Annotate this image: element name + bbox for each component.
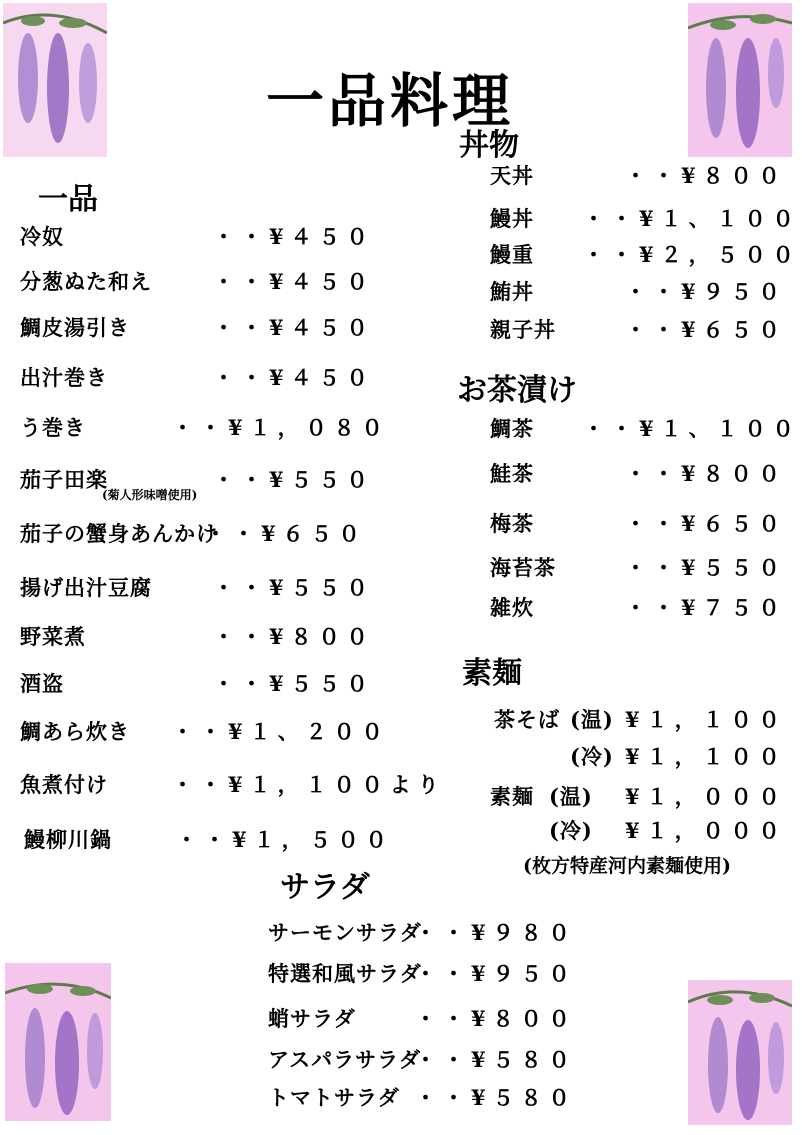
menu-item-temp: (温) xyxy=(549,784,593,809)
wisteria-icon xyxy=(5,963,111,1121)
menu-item-name: 茄子の蟹身あんかけ xyxy=(20,521,218,546)
menu-item-name: 雑炊 xyxy=(490,595,534,620)
menu-item-price: ・・¥４５０ xyxy=(213,365,375,390)
menu-item-price: ・・¥５８０ xyxy=(415,1047,577,1072)
menu-item-price: ・・¥８００ xyxy=(625,163,787,188)
menu-item-name: 鰻柳川鍋 xyxy=(24,827,112,852)
menu-item-price: ¥１，１００ xyxy=(625,707,787,732)
menu-item-price: ・・¥９５０ xyxy=(625,279,787,304)
menu-item-name: 海苔茶 xyxy=(490,555,556,580)
menu-item-price: ・・¥８００ xyxy=(625,461,787,486)
menu-item-price: ・・¥１、１００ xyxy=(583,416,801,441)
menu-item-name: 茶そば xyxy=(494,707,560,732)
wisteria-icon xyxy=(688,3,792,157)
menu-item-price: ・・¥５５０ xyxy=(213,671,375,696)
somen-note: (枚方特産河内素麺使用) xyxy=(523,855,731,877)
menu-item-price: ・・¥１、２００ xyxy=(172,719,390,744)
menu-item-name: 酒盗 xyxy=(20,671,64,696)
menu-item-price: ・・¥６５０ xyxy=(625,511,787,536)
page-title: 一品料理 xyxy=(266,67,515,135)
menu-item-name: サーモンサラダ xyxy=(268,920,422,945)
menu-item-price: ・・¥５５０ xyxy=(213,467,375,492)
menu-item-price: ・・¥４５０ xyxy=(213,269,375,294)
menu-item-name: 出汁巻き xyxy=(20,365,108,390)
menu-item-name: 冷奴 xyxy=(20,224,64,249)
menu-item-name: 野菜煮 xyxy=(20,624,86,649)
menu-item-temp: (温) xyxy=(570,707,614,732)
menu-item-price: ・・¥２，５００ xyxy=(583,242,801,267)
menu-item-name: う巻き xyxy=(20,415,86,440)
menu-item-price: ・・¥４５０ xyxy=(213,224,375,249)
menu-item-temp: (冷) xyxy=(549,818,593,843)
wisteria-illustration-bottom-left xyxy=(5,963,111,1121)
wisteria-illustration-top-left xyxy=(3,3,107,157)
menu-item-name: 魚煮付け xyxy=(20,772,108,797)
menu-item-note: (菊人形味噌使用) xyxy=(102,488,198,502)
menu-item-name: 素麺 xyxy=(490,784,534,809)
menu-item-name: 蛸サラダ xyxy=(268,1006,356,1031)
menu-item-name: 梅茶 xyxy=(490,511,534,536)
menu-item-price: ・・¥１，０８０ xyxy=(172,415,390,440)
menu-item-price: ・・¥８００ xyxy=(213,624,375,649)
menu-item-name: 天丼 xyxy=(490,163,534,188)
menu-item-price: ・・¥９５０ xyxy=(415,961,577,986)
menu-item-price: ・・¥１、１００ xyxy=(583,206,801,231)
wisteria-icon xyxy=(3,3,107,157)
menu-item-name: 鰻重 xyxy=(490,242,534,267)
menu-item-price: ¥１，０００ xyxy=(625,818,787,843)
menu-item-price: ・・¥１，１００より xyxy=(172,772,446,797)
menu-item-name: 鯛あら炊き xyxy=(20,719,130,744)
menu-item-price: ・・¥８００ xyxy=(415,1006,577,1031)
menu-item-price: ・・¥７５０ xyxy=(625,595,787,620)
wisteria-illustration-bottom-right xyxy=(688,980,792,1125)
menu-item-price: ・・¥５５０ xyxy=(625,555,787,580)
menu-item-name: 鯛茶 xyxy=(490,416,534,441)
menu-item-name: 親子丼 xyxy=(490,317,556,342)
section-heading-donburi: 丼物 xyxy=(459,128,519,163)
menu-item-price: ¥１，０００ xyxy=(625,784,787,809)
section-heading-ippin: 一品 xyxy=(38,182,98,217)
section-heading-ochazuke: お茶漬け xyxy=(457,373,577,408)
menu-item-price: ・・¥９８０ xyxy=(415,920,577,945)
menu-item-name: アスパラサラダ xyxy=(268,1047,421,1072)
menu-item-name: 鮭茶 xyxy=(490,461,534,486)
menu-item-name: 鰻丼 xyxy=(490,206,534,231)
menu-item-name: 鮪丼 xyxy=(490,279,534,304)
menu-item-price: ・・¥６５０ xyxy=(625,317,787,342)
menu-item-name: 分葱ぬた和え xyxy=(20,269,152,294)
menu-item-price: ・・¥１，５００ xyxy=(176,827,394,852)
menu-item-name: 茄子田楽 xyxy=(20,467,108,492)
menu-item-temp: (冷) xyxy=(570,744,614,769)
menu-item-name: 鯛皮湯引き xyxy=(20,315,130,340)
menu-item-name: トマトサラダ xyxy=(268,1085,400,1110)
menu-item-price: ・・¥５８０ xyxy=(415,1085,577,1110)
menu-item-price: ・・¥４５０ xyxy=(213,315,375,340)
wisteria-icon xyxy=(688,980,792,1125)
section-heading-somen: 素麺 xyxy=(462,656,522,691)
wisteria-illustration-top-right xyxy=(688,3,792,157)
menu-item-name: 揚げ出汁豆腐 xyxy=(20,575,152,600)
menu-item-price: ・・¥６５０ xyxy=(205,521,367,546)
menu-item-price: ¥１，１００ xyxy=(625,744,787,769)
menu-item-name: 特選和風サラダ xyxy=(268,961,422,986)
section-heading-salad: サラダ xyxy=(280,870,370,905)
menu-item-price: ・・¥５５０ xyxy=(213,575,375,600)
